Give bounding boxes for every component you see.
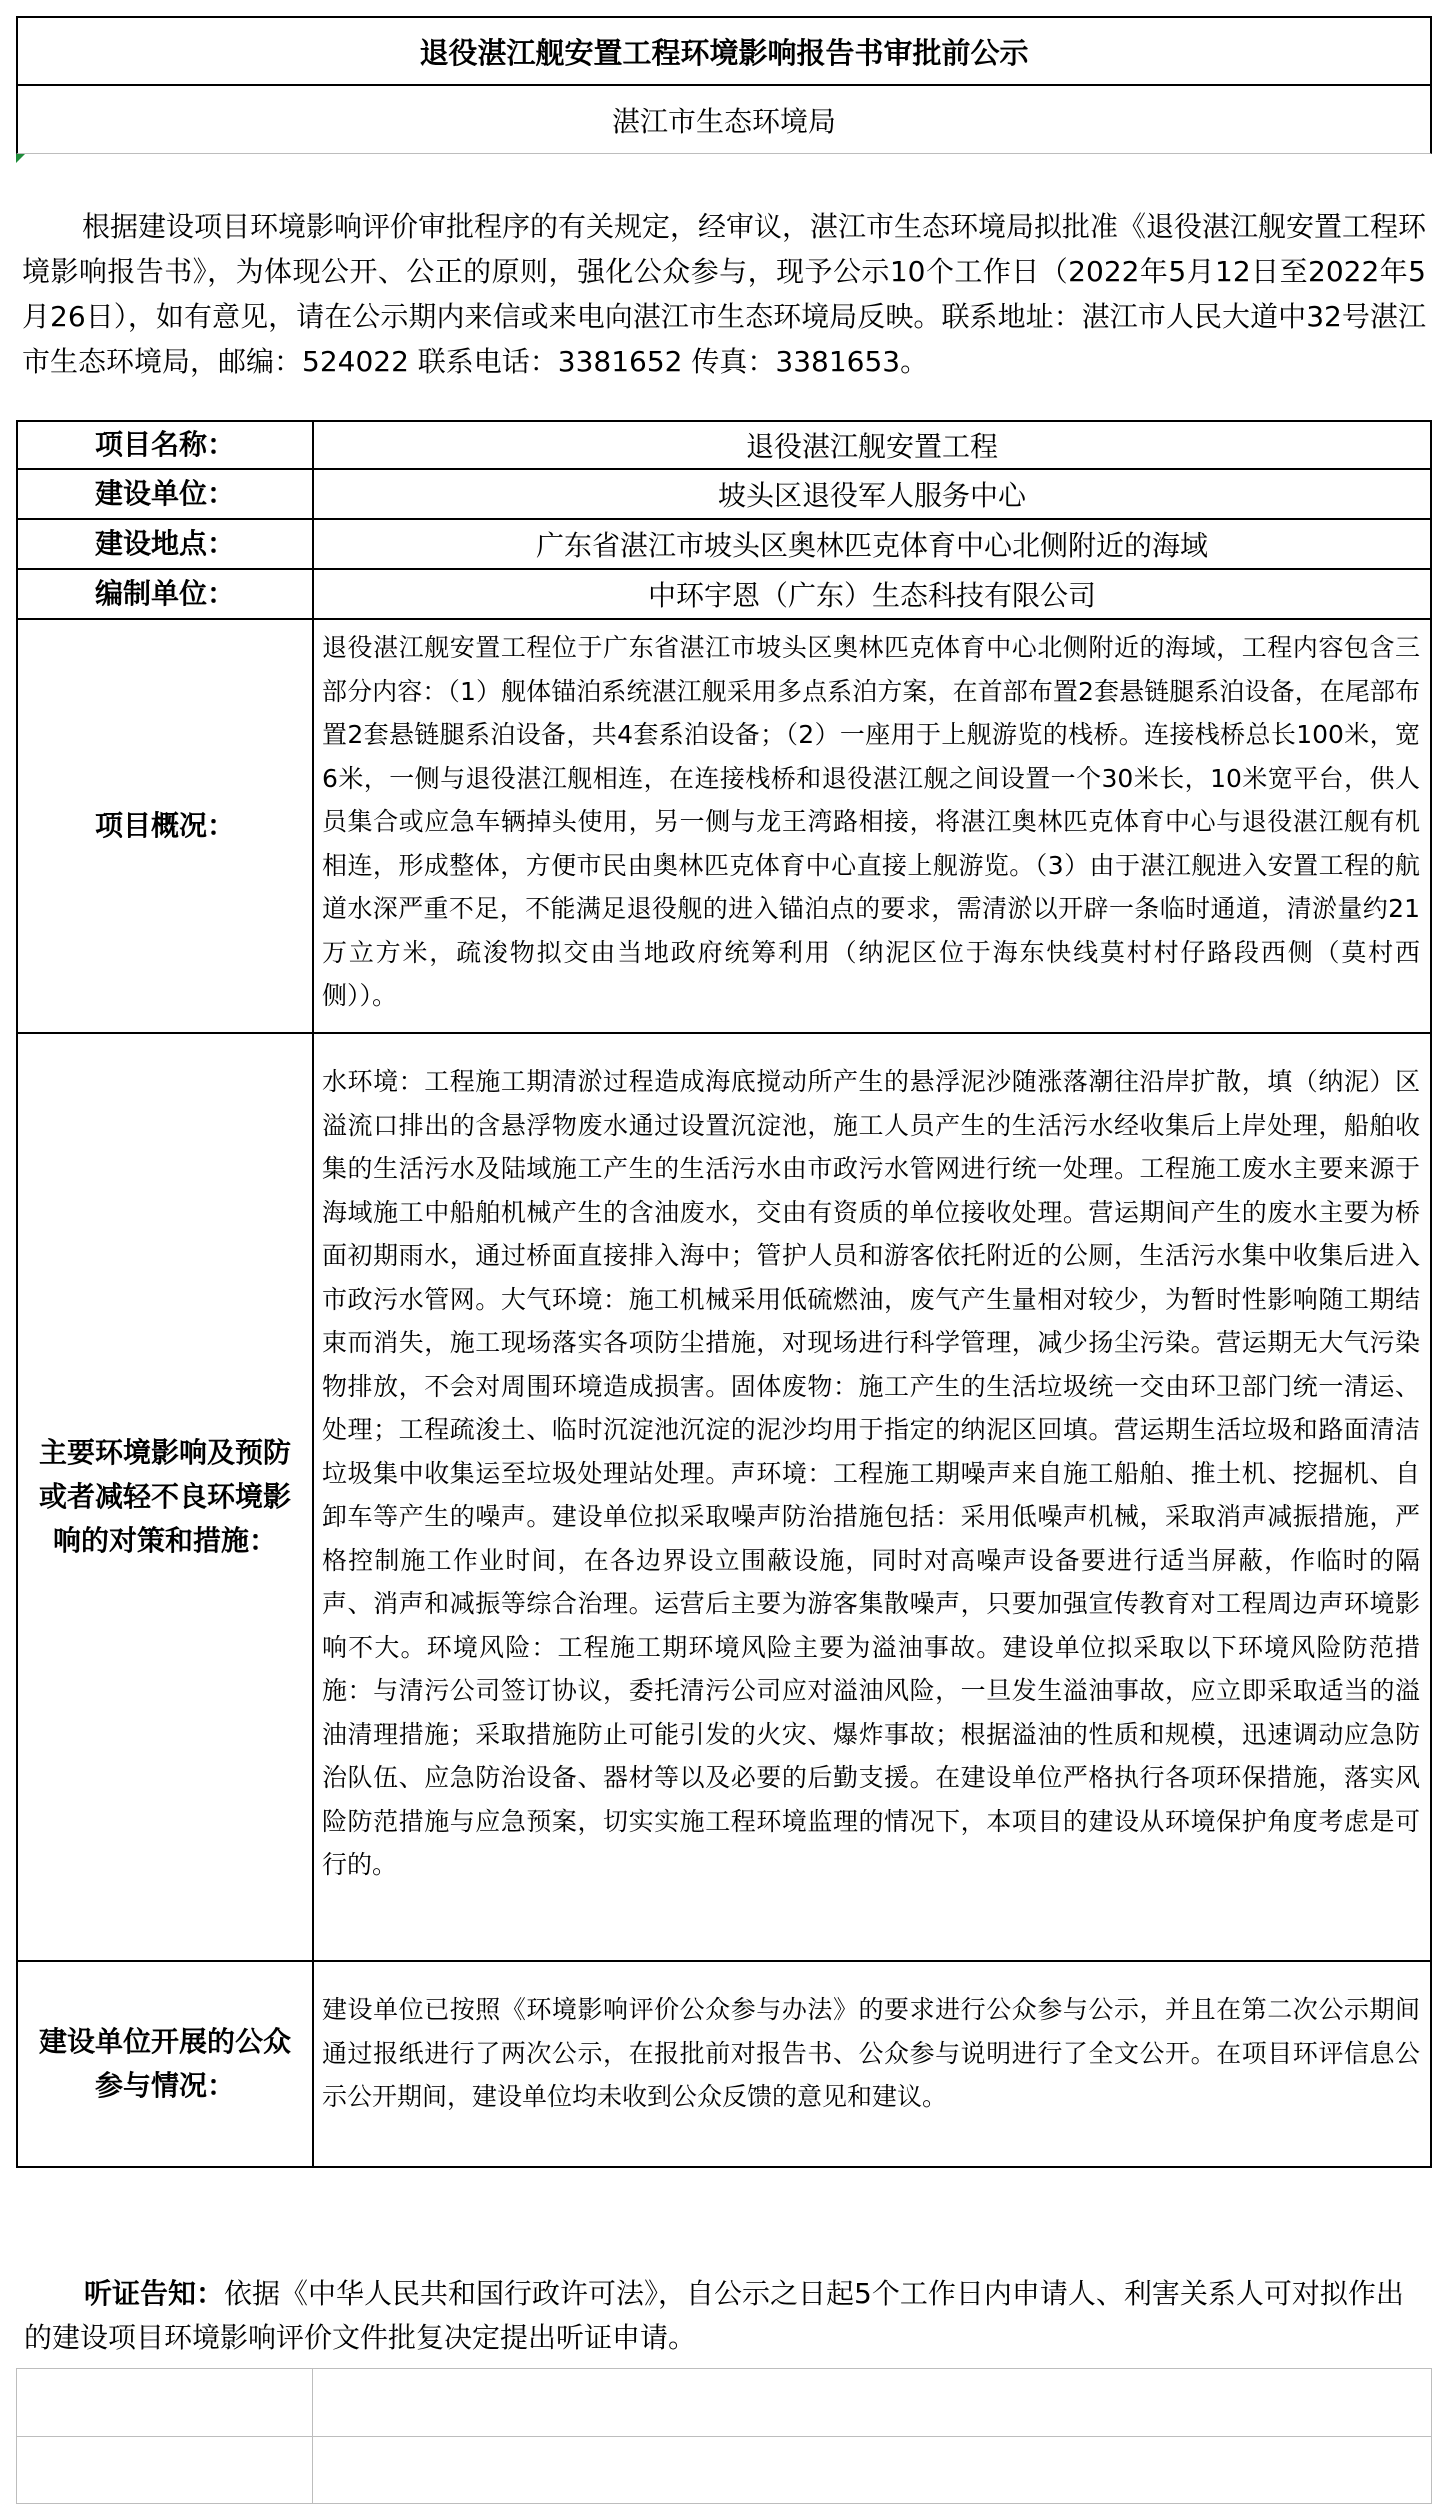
row-project-name bbox=[16, 420, 1432, 470]
overview-value: 退役湛江舰安置工程位于广东省湛江市坡头区奥林匹克体育中心北侧附近的海域，工程内容包含三部分内容：（1）舰体锚泊系统湛江舰采用多点系泊方案，在首部布置2套悬链腿系泊设备，在尾部布置2套悬链腿系泊设备，共4套系泊设备；（2）一座用于上舰游览的栈桥。连接栈桥总长100米，宽6米，一侧与退役湛江舰相连，在连接栈桥和退役湛江舰之间设置一个30米长，10米宽平台，供人员集合或应急车辆掉头使用，另一侧与龙王湾路相接，将湛江奥林匹克体育中心与退役湛江舰有机相连，形成整体，方便市民由奥林匹克体育中心直接上舰游览。（3）由于湛江舰进入安置工程的航道水深严重不足，不能满足退役舰的进入锚泊点的要求，需清淤以开辟一条临时通道，清淤量约21万立方米，疏浚物拟交由当地政府统筹利用（纳泥区位于海东快线莫村村仔路段西侧（莫村西侧））。 bbox=[322, 633, 1420, 1010]
project-info-table bbox=[16, 420, 1432, 2280]
row-measures bbox=[16, 1034, 1432, 1962]
grid-line bbox=[16, 2436, 1432, 2437]
hearing-label: 听证告知： bbox=[84, 2277, 225, 2310]
issuing-agency: 湛江市生态环境局 bbox=[16, 86, 1432, 154]
location-value: 广东省湛江市坡头区奥林匹克体育中心北侧附近的海域 bbox=[535, 529, 1208, 562]
notice-title: 退役湛江舰安置工程环境影响报告书审批前公示 bbox=[16, 16, 1432, 86]
hearing-text: 依据《中华人民共和国行政许可法》，自公示之日起5个工作日内申请人、利害关系人可对拟作出的建设项目环境影响评价文件批复决定提出听证申请。 bbox=[24, 2277, 1404, 2354]
hearing-notice bbox=[16, 2272, 1432, 2360]
row-compiler bbox=[16, 570, 1432, 620]
builder-value: 坡头区退役军人服务中心 bbox=[717, 479, 1026, 512]
participation-value: 建设单位已按照《环境影响评价公众参与办法》的要求进行公众参与公示，并且在第二次公示期间通过报纸进行了两次公示，在报批前对报告书、公众参与说明进行了全文公开。在项目环评信息公示公开期间，建设单位均未收到公众反馈的意见和建议。 bbox=[322, 1995, 1420, 2111]
builder-label: 建设单位： bbox=[18, 470, 314, 518]
row-participation bbox=[16, 1962, 1432, 2168]
grid-line bbox=[16, 2368, 1432, 2369]
grid-line bbox=[16, 2503, 1432, 2504]
measures-value: 水环境：工程施工期清淤过程造成海底搅动所产生的悬浮泥沙随涨落潮往沿岸扩散，填（纳泥）区溢流口排出的含悬浮物废水通过设置沉淀池，施工人员产生的生活污水经收集后上岸处理，船舶收集的生活污水及陆域施工产生的生活污水由市政污水管网进行统一处理。工程施工废水主要来源于海域施工中船舶机械产生的含油废水，交由有资质的单位接收处理。营运期间产生的废水主要为桥面初期雨水，通过桥面直接排入海中；管护人员和游客依托附近的公厕，生活污水集中收集后进入市政污水管网。大气环境：施工机械采用低硫燃油，废气产生量相对较少，为暂时性影响随工期结束而消失，施工现场落实各项防尘措施，对现场进行科学管理，减少扬尘污染。营运期无大气污染物排放，不会对周围环境造成损害。固体废物：施工产生的生活垃圾统一交由环卫部门统一清运、处理；工程疏浚土、临时沉淀池沉淀的泥沙均用于指定的纳泥区回填。营运期生活垃圾和路面清洁垃圾集中收集运至垃圾处理站处理。声环境：工程施工期噪声来自施工船舶、推土机、挖掘机、自卸车等产生的噪声。建设单位拟采取噪声防治措施包括：采用低噪声机械，采取消声减振措施，严格控制施工作业时间，在各边界设立围蔽设施，同时对高噪声设备要进行适当屏蔽，作临时的隔声、消声和减振等综合治理。运营后主要为游客集散噪声，只要加强宣传教育对工程周边声环境影响不大。环境风险：工程施工期环境风险主要为溢油事故。建设单位拟采取以下环境风险防范措施：与清污公司签订协议，委托清污公司应对溢油风险，一旦发生溢油事故，应立即采取适当的溢油清理措施；采取措施防止可能引发的火灾、爆炸事故；根据溢油的性质和规模，迅速调动应急防治队伍、应急防治设备、器材等以及必要的后勤支援。在建设单位严格执行各项环保措施，落实风险防范措施与应急预案，切实实施工程环境监理的情况下，本项目的建设从环境保护角度考虑是可行的。 bbox=[322, 1067, 1420, 1879]
compiler-label: 编制单位： bbox=[18, 570, 314, 618]
compiler-value: 中环宇恩（广东）生态科技有限公司 bbox=[647, 579, 1096, 612]
row-location bbox=[16, 520, 1432, 570]
overview-label: 项目概况： bbox=[18, 620, 314, 1032]
notice-sheet bbox=[16, 16, 1432, 2504]
row-overview bbox=[16, 620, 1432, 1034]
participation-label: 建设单位开展的公众参与情况： bbox=[18, 1962, 314, 2166]
project-name-value: 退役湛江舰安置工程 bbox=[745, 430, 998, 463]
project-name-label: 项目名称： bbox=[18, 422, 314, 468]
intro-paragraph: 根据建设项目环境影响评价审批程序的有关规定，经审议，湛江市生态环境局拟批准《退役湛江舰安置工程环境影响报告书》，为体现公开、公正的原则，强化公众参与，现予公示10个工作日（2022年5月12日至2022年5月26日），如有意见，请在公示期内来信或来电向湛江市生态环境局反映。联系地址：湛江市人民大道中32号湛江市生态环境局，邮编：524022 联系电话：3381652 传真：3381653。 bbox=[22, 210, 1427, 378]
row-builder bbox=[16, 470, 1432, 520]
measures-label: 主要环境影响及预防或者减轻不良环境影响的对策和措施： bbox=[18, 1034, 314, 1960]
location-label: 建设地点： bbox=[18, 520, 314, 568]
